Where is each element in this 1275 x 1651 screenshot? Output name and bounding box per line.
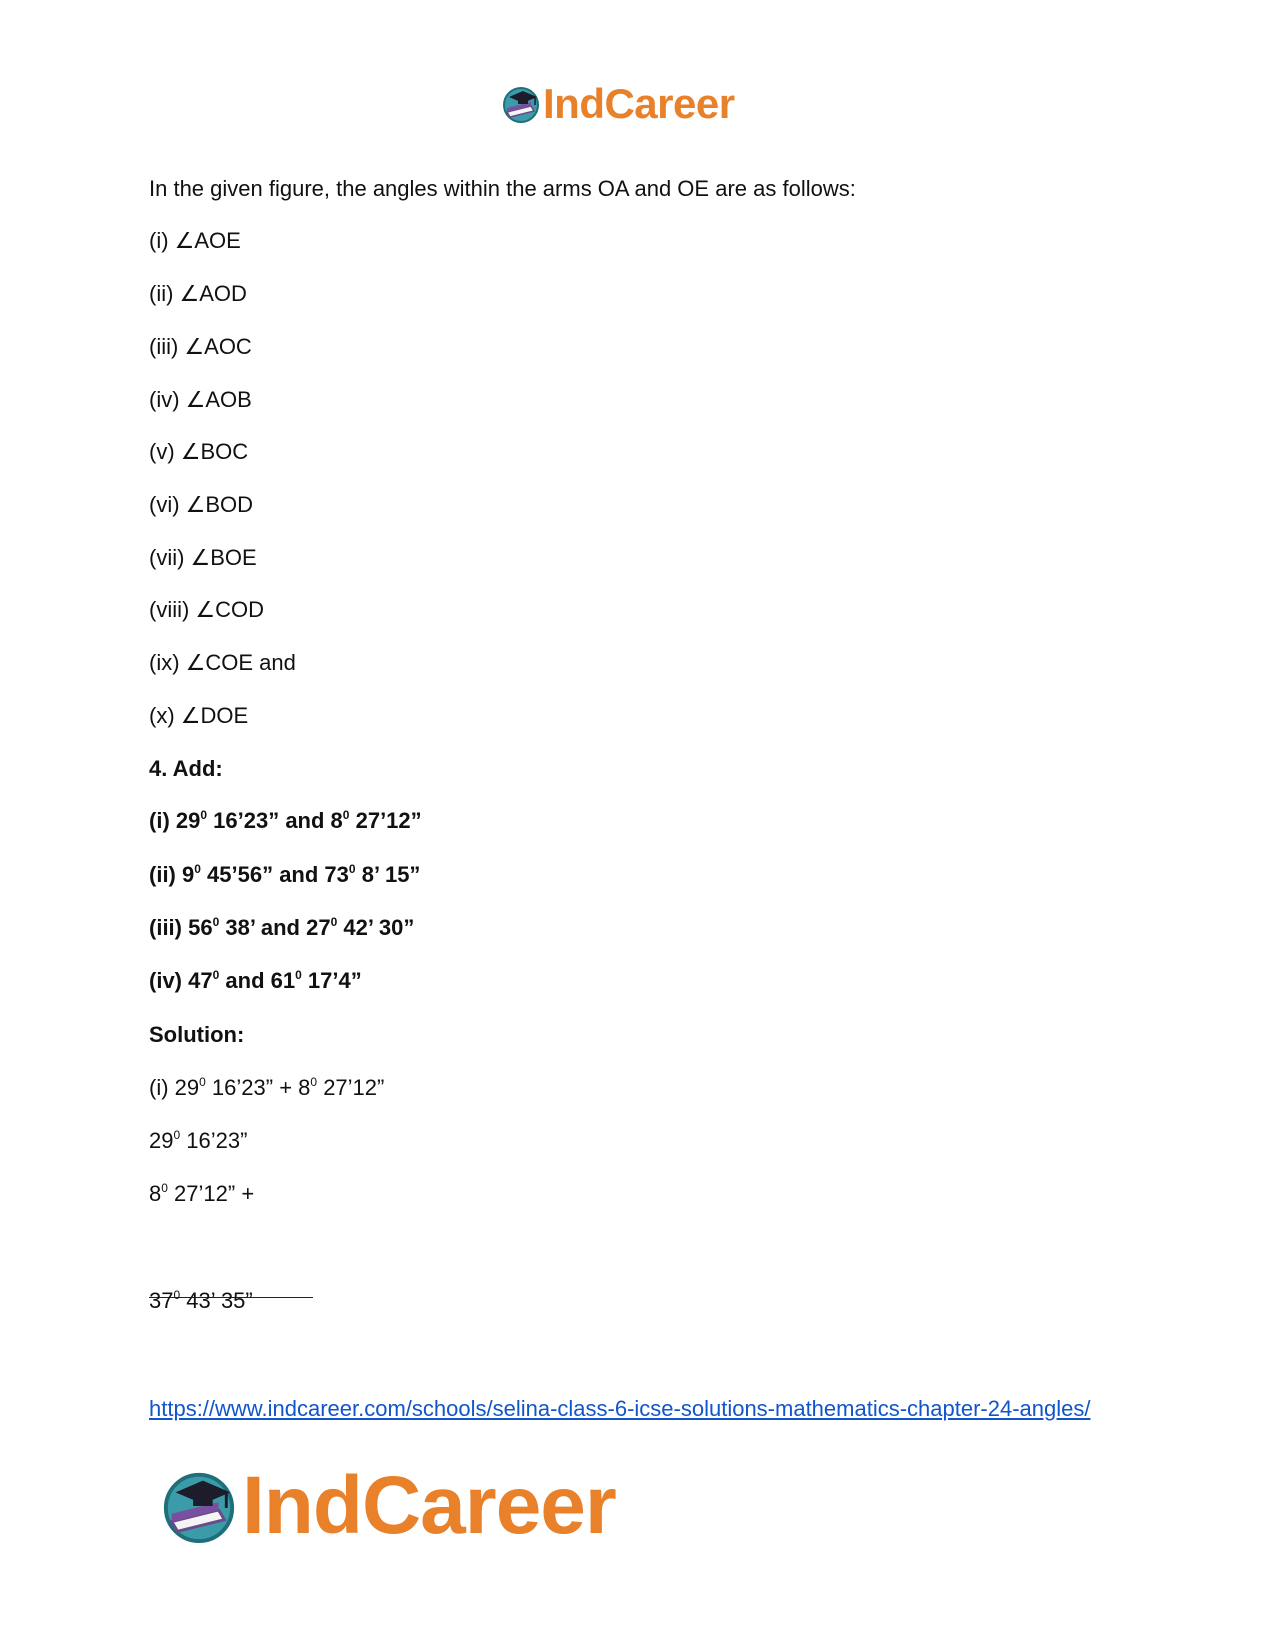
angle-item: (iv) ∠AOB [149, 387, 252, 412]
angle-item: (x) ∠DOE [149, 703, 249, 728]
degree-mark: 0 [342, 808, 350, 822]
solution-heading: Solution: [149, 1022, 245, 1047]
question-item: (iv) $47^0$ and $61^0$ 17’4” [149, 968, 362, 993]
degree-mark: 0 [348, 862, 356, 876]
degree-mark: 0 [330, 915, 338, 929]
source-link[interactable]: https://www.indcareer.com/schools/selina-class-6-icse-solutions-mathematics-chapter-24-angles/ [149, 1396, 1091, 1421]
degree-mark: 0 [310, 1075, 318, 1089]
solution-line: $29^0$ 16’23” [149, 1128, 248, 1153]
degree-mark: 0 [212, 968, 220, 982]
degree-mark: 0 [194, 862, 201, 876]
question-item: (i) $29^0$ 16’23” and $8^0$ 27’12” [149, 808, 422, 833]
degree-mark: 0 [212, 915, 220, 929]
angle-item: (vi) ∠BOD [149, 492, 254, 517]
angle-item: (ix) ∠COE and [149, 650, 296, 675]
graduation-cap-book-globe-icon [160, 1467, 238, 1545]
solution-line: $8^0$ 27’12” + [149, 1181, 255, 1206]
degree-mark: 0 [295, 968, 302, 982]
degree-mark: 0 [200, 808, 208, 822]
solution-line: (i) $29^0$ 16’23” + $8^0$ 27’12” [149, 1075, 385, 1100]
angle-item: (ii) ∠AOD [149, 281, 247, 306]
question-item: (ii) $9^0$ 45’56” and $73^0$ 8’ 15” [149, 862, 421, 887]
angle-item: (viii) ∠COD [149, 597, 265, 622]
question-item: (iii) $56^0$ 38’ and $27^0$ 42’ 30” [149, 915, 415, 940]
angle-item: (iii) ∠AOC [149, 334, 252, 359]
question-heading: 4. Add: [149, 756, 223, 781]
logo-text: IndCareer [242, 1460, 616, 1551]
graduation-cap-book-globe-icon [501, 84, 541, 124]
logo-text: IndCareer [543, 80, 735, 127]
footer-logo [160, 1460, 616, 1551]
degree-mark: 0 [173, 1288, 181, 1302]
header-logo [501, 80, 735, 128]
angle-item: (vii) ∠BOE [149, 545, 257, 570]
angle-item: (i) ∠AOE [149, 228, 241, 253]
angle-item: (v) ∠BOC [149, 439, 249, 464]
degree-mark: 0 [161, 1181, 168, 1195]
intro-text: In the given figure, the angles within the arms OA and OE are as follows: [149, 176, 856, 201]
degree-mark: 0 [199, 1075, 206, 1089]
solution-result: $37^0$ 43’ 35” [149, 1288, 253, 1313]
degree-mark: 0 [173, 1128, 181, 1142]
